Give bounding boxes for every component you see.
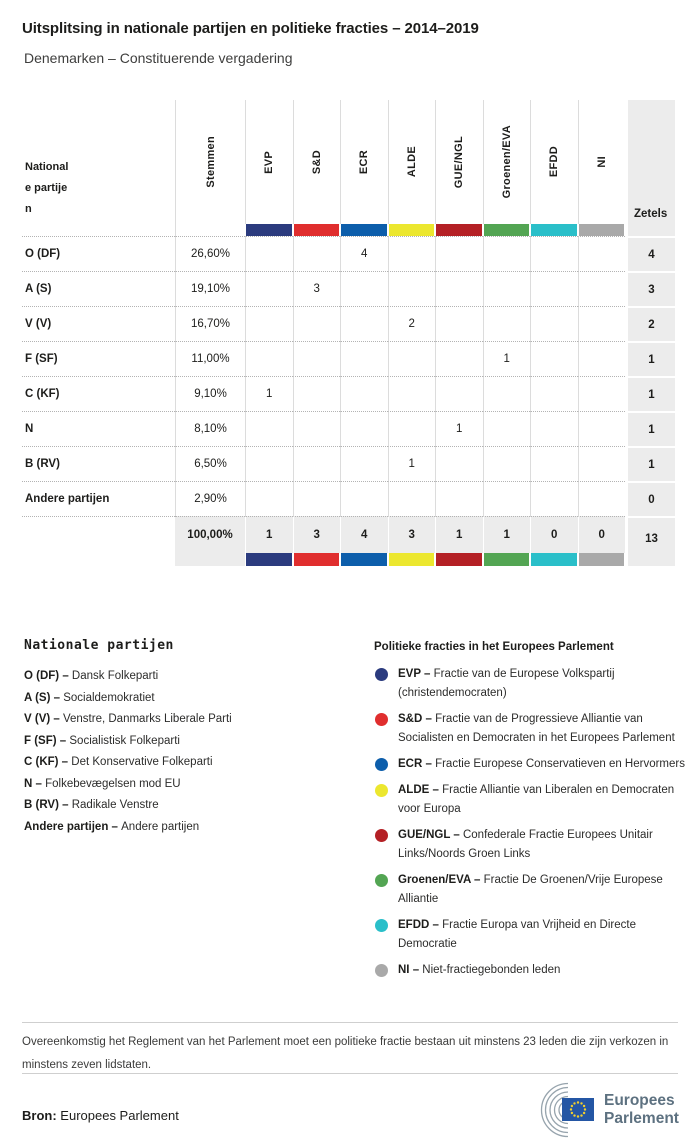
party-code: N – [24, 777, 46, 790]
group-color-bar [483, 553, 531, 566]
party-full-name: Socialistisk Folkeparti [69, 734, 180, 747]
seat-cell [483, 446, 531, 481]
political-groups-legend-title: Politieke fracties in het Europees Parlement [374, 641, 614, 653]
group-color-bar-segment [484, 553, 530, 566]
group-color-bar [245, 553, 293, 566]
group-description [398, 871, 686, 909]
group-column-header [483, 100, 531, 224]
seat-cell [483, 376, 531, 411]
group-color-bar-segment [484, 224, 530, 236]
stemmen-cell: 9,10% [175, 376, 245, 411]
group-color-dot [375, 964, 388, 977]
seat-cell [578, 481, 626, 516]
party-name-cell: N [22, 411, 175, 446]
divider-line-bottom [22, 1073, 678, 1074]
stemmen-column-header [175, 100, 245, 224]
seat-cell [388, 411, 436, 446]
seat-cell [435, 446, 483, 481]
group-code: Groenen/EVA – [398, 874, 484, 886]
seat-cell [483, 481, 531, 516]
seat-cell [245, 306, 293, 341]
group-description [398, 961, 686, 980]
page-subtitle: Denemarken – Constituerende vergadering [24, 50, 293, 66]
stemmen-cell: 26,60% [175, 236, 245, 271]
group-legend-item [374, 871, 686, 909]
group-color-bar [340, 224, 388, 236]
seat-cell [293, 341, 341, 376]
total-seat-cell: 0 [578, 516, 626, 553]
group-column-header [293, 100, 341, 224]
group-color-bar [578, 553, 626, 566]
party-code: F (SF) – [24, 734, 70, 747]
seat-cell [483, 271, 531, 306]
group-column-header [388, 100, 436, 224]
party-legend-item [24, 795, 354, 817]
group-code: ALDE – [398, 784, 443, 796]
total-seat-cell: 3 [293, 516, 341, 553]
seat-cell [530, 271, 578, 306]
seat-cell [435, 481, 483, 516]
party-code: O (DF) – [24, 670, 72, 682]
group-color-bar-segment [579, 224, 625, 236]
seat-cell: 1 [435, 411, 483, 446]
group-legend-item [374, 781, 686, 819]
seat-cell: 4 [340, 236, 388, 271]
group-color-bar-segment [341, 224, 387, 236]
group-code: EVP – [398, 668, 434, 680]
group-color-bar [578, 224, 626, 236]
group-color-bar-segment [436, 553, 482, 566]
logo-text-line2: Parlement [604, 1110, 679, 1127]
ep-hemicycle-logo-graphic [530, 1082, 688, 1138]
group-column-header [530, 100, 578, 224]
party-legend-item [24, 752, 354, 774]
national-parties-legend-items [24, 666, 354, 838]
group-code: EFDD – [398, 919, 443, 931]
party-full-name: Venstre, Danmarks Liberale Parti [62, 713, 232, 725]
stemmen-cell: 2,90% [175, 481, 245, 516]
group-code: S&D – [398, 713, 436, 725]
zetels-cell: 1 [628, 376, 675, 411]
group-color-bar [293, 224, 341, 236]
group-color-bar-segment [389, 553, 435, 566]
zetels-column-bg [628, 553, 675, 566]
seat-cell [578, 376, 626, 411]
party-legend-item [24, 774, 354, 796]
source-text: Europees Parlement [60, 1108, 179, 1123]
national-parties-legend-title: Nationale partijen [24, 638, 174, 653]
seat-cell [578, 271, 626, 306]
seat-cell [578, 411, 626, 446]
party-name-cell: O (DF) [22, 236, 175, 271]
group-full-name: Fractie De Groenen/Vrije Europese Alliantie [398, 874, 663, 905]
seat-cell [578, 446, 626, 481]
group-description [398, 665, 686, 703]
group-description [398, 826, 686, 864]
rotated-column-label: Groenen/EVA [500, 125, 513, 199]
seat-cell [435, 236, 483, 271]
group-legend-item [374, 665, 686, 703]
party-code: V (V) – [24, 713, 63, 725]
seat-cell [245, 481, 293, 516]
header-bar-spacer [175, 224, 245, 236]
rotated-column-label: ECR [358, 149, 371, 175]
stemmen-cell: 19,10% [175, 271, 245, 306]
group-color-bar [293, 553, 341, 566]
party-legend-item [24, 688, 354, 710]
seat-cell [435, 341, 483, 376]
seat-cell [245, 341, 293, 376]
corner-label-text: Nationale partijen [25, 161, 69, 215]
party-full-name: Folkebevægelsen mod EU [45, 777, 181, 790]
group-code: GUE/NGL – [398, 829, 463, 841]
total-row-spacer [22, 516, 175, 553]
group-full-name: Fractie Alliantie van Liberalen en Democraten voor Europa [398, 784, 675, 815]
group-color-dot [375, 874, 388, 887]
total-seat-cell: 0 [530, 516, 578, 553]
party-name-cell: V (V) [22, 306, 175, 341]
seat-cell [483, 236, 531, 271]
source-line [22, 1108, 179, 1123]
seat-cell [340, 306, 388, 341]
group-column-header [245, 100, 293, 224]
seat-cell [530, 411, 578, 446]
party-legend-item [24, 709, 354, 731]
group-full-name: Confederale Fractie Europees Unitair Links/Noords Groen Links [398, 829, 653, 860]
seat-cell [293, 236, 341, 271]
group-column-header [435, 100, 483, 224]
group-color-dot [375, 829, 388, 842]
total-seat-cell: 3 [388, 516, 436, 553]
seat-cell: 1 [483, 341, 531, 376]
group-description [398, 710, 686, 748]
seat-cell [245, 236, 293, 271]
party-code: B (RV) – [24, 799, 72, 811]
rotated-column-label: NI [595, 156, 608, 168]
seat-cell: 1 [245, 376, 293, 411]
total-stemmen-cell: 100,00% [175, 516, 245, 553]
zetels-cell: 2 [628, 306, 675, 341]
party-code: A (S) – [24, 691, 64, 704]
party-name-cell: B (RV) [22, 446, 175, 481]
group-color-bar-segment [531, 224, 577, 236]
footer-bar-spacer [22, 553, 175, 566]
group-full-name: Niet-fractiegebonden leden [422, 964, 561, 976]
group-code: NI – [398, 964, 423, 976]
political-groups-legend [374, 638, 686, 987]
group-color-dot [375, 758, 388, 771]
group-color-bar-segment [294, 224, 340, 236]
seat-cell [578, 236, 626, 271]
rotated-column-label: GUE/NGL [453, 135, 466, 189]
seat-cell [293, 376, 341, 411]
group-color-bar-segment [294, 553, 340, 566]
party-full-name: Socialdemokratiet [63, 691, 155, 704]
seat-cell [388, 271, 436, 306]
seat-cell [340, 481, 388, 516]
total-seat-cell: 1 [245, 516, 293, 553]
group-color-bar [245, 224, 293, 236]
seat-cell: 2 [388, 306, 436, 341]
zetels-column-header: Zetels [628, 100, 675, 224]
group-full-name: Fractie Europese Conservatieven en Hervormers [435, 758, 685, 770]
seat-cell [245, 271, 293, 306]
party-name-cell: F (SF) [22, 341, 175, 376]
group-code: ECR – [398, 758, 436, 770]
group-color-bar [388, 553, 436, 566]
group-color-bar [435, 553, 483, 566]
party-legend-item [24, 731, 354, 753]
group-color-bar [530, 553, 578, 566]
group-column-header [578, 100, 626, 224]
zetels-cell: 3 [628, 271, 675, 306]
seat-cell [435, 271, 483, 306]
rotated-column-label: Stemmen [204, 136, 217, 188]
group-full-name: Fractie Europa van Vrijheid en Directe Democratie [398, 919, 636, 950]
group-color-bar [340, 553, 388, 566]
seat-cell [293, 481, 341, 516]
group-column-header [340, 100, 388, 224]
party-name-cell: A (S) [22, 271, 175, 306]
group-description [398, 781, 686, 819]
group-description [398, 755, 686, 774]
party-code: Andere partijen – [24, 820, 122, 833]
seat-cell [578, 306, 626, 341]
total-seat-cell: 4 [340, 516, 388, 553]
group-color-bar-segment [341, 553, 387, 566]
seat-cell [245, 411, 293, 446]
group-color-dot [375, 713, 388, 726]
rotated-column-label: EVP [263, 150, 276, 174]
seat-cell [388, 481, 436, 516]
group-color-dot [375, 668, 388, 681]
seat-cell [245, 446, 293, 481]
group-color-bar-segment [246, 553, 292, 566]
seat-cell: 3 [293, 271, 341, 306]
party-name-cell: Andere partijen [22, 481, 175, 516]
party-full-name: Dansk Folkeparti [71, 670, 159, 682]
stemmen-cell: 6,50% [175, 446, 245, 481]
group-color-bar-segment [436, 224, 482, 236]
zetels-cell: 0 [628, 481, 675, 516]
seat-cell [530, 376, 578, 411]
seat-cell [530, 341, 578, 376]
seat-cell [388, 376, 436, 411]
group-color-dot [375, 784, 388, 797]
zetels-cell: 4 [628, 236, 675, 271]
group-full-name: Fractie van de Progressieve Alliantie van Socialisten en Democraten in het Europees Parlement [398, 713, 675, 744]
group-legend-item [374, 916, 686, 954]
logo-text-line1: Europees [604, 1092, 675, 1109]
group-full-name: Fractie van de Europese Volkspartij (christendemocraten) [398, 668, 615, 699]
stemmen-cell: 8,10% [175, 411, 245, 446]
party-legend-item [24, 817, 354, 839]
divider-line-top [22, 1022, 678, 1023]
total-zetels-cell: 13 [628, 516, 675, 553]
group-color-bar [388, 224, 436, 236]
results-table [22, 100, 675, 566]
seat-cell [340, 376, 388, 411]
party-full-name: Radikale Venstre [71, 799, 159, 811]
rotated-column-label: S&D [310, 149, 323, 175]
group-legend-item [374, 755, 686, 774]
national-parties-legend [24, 638, 354, 838]
seat-cell [293, 446, 341, 481]
party-name-cell: C (KF) [22, 376, 175, 411]
seat-cell [435, 306, 483, 341]
source-label: Bron: [22, 1108, 57, 1123]
seat-cell [483, 411, 531, 446]
group-color-bar-segment [579, 553, 625, 566]
seat-cell [340, 446, 388, 481]
group-legend-item [374, 710, 686, 748]
seat-cell [340, 341, 388, 376]
seat-cell [293, 306, 341, 341]
group-color-bar [530, 224, 578, 236]
seat-cell [483, 306, 531, 341]
group-color-dot [375, 919, 388, 932]
stemmen-cell: 11,00% [175, 341, 245, 376]
footnote-text: Overeenkomstig het Reglement van het Parlement moet een politieke fractie bestaan uit minstens 23 leden die zijn verkozen in minstens zeven lidstaten. [22, 1036, 669, 1071]
european-parliament-logo [530, 1082, 688, 1142]
seat-cell [530, 236, 578, 271]
group-legend-item [374, 961, 686, 980]
total-row-bg [175, 553, 245, 566]
group-color-bar-segment [389, 224, 435, 236]
total-seat-cell: 1 [435, 516, 483, 553]
rotated-column-label: EFDD [548, 146, 561, 178]
political-groups-legend-items [374, 665, 686, 980]
table-corner-label [22, 100, 175, 224]
seat-cell: 1 [388, 446, 436, 481]
page-title: Uitsplitsing in nationale partijen en politieke fracties – 2014–2019 [22, 20, 479, 37]
party-full-name: Andere partijen [121, 820, 200, 833]
seat-cell [340, 271, 388, 306]
seat-cell [530, 306, 578, 341]
zetels-column-bg [628, 224, 675, 236]
zetels-cell: 1 [628, 446, 675, 481]
seat-cell [578, 341, 626, 376]
zetels-cell: 1 [628, 411, 675, 446]
party-full-name: Det Konservative Folkeparti [71, 756, 213, 768]
party-code: C (KF) – [24, 756, 72, 768]
total-seat-cell: 1 [483, 516, 531, 553]
seat-cell [388, 236, 436, 271]
group-color-bar [483, 224, 531, 236]
seat-cell [530, 481, 578, 516]
seat-cell [530, 446, 578, 481]
zetels-cell: 1 [628, 341, 675, 376]
group-description [398, 916, 686, 954]
seat-cell [340, 411, 388, 446]
group-color-bar-segment [531, 553, 577, 566]
rotated-column-label: ALDE [405, 146, 418, 178]
seat-cell [435, 376, 483, 411]
group-color-bar-segment [246, 224, 292, 236]
seat-cell [388, 341, 436, 376]
stemmen-cell: 16,70% [175, 306, 245, 341]
group-legend-item [374, 826, 686, 864]
group-color-bar [435, 224, 483, 236]
seat-cell [293, 411, 341, 446]
header-bar-spacer [22, 224, 175, 236]
party-legend-item [24, 666, 354, 688]
